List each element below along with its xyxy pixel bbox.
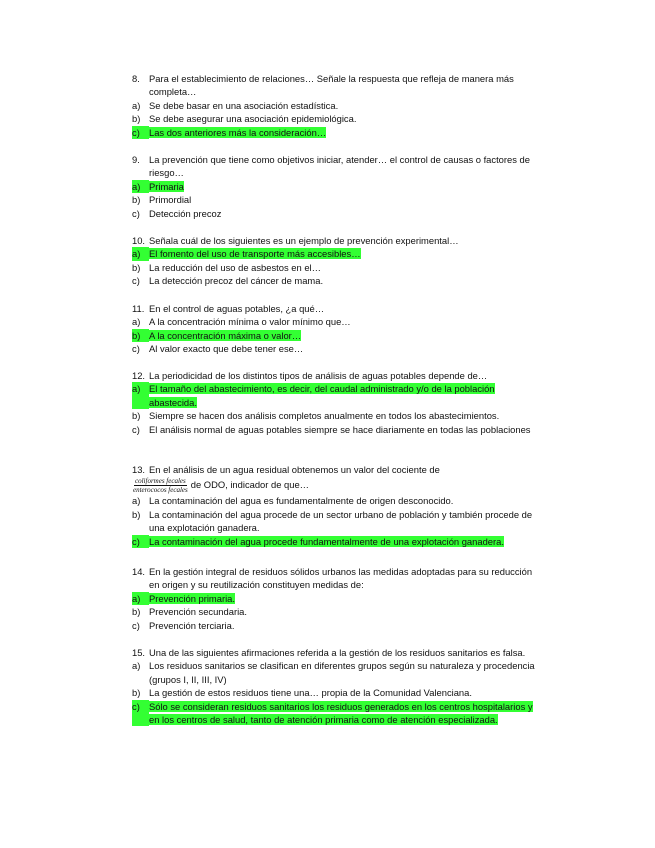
answer-option-correct bbox=[132, 247, 542, 260]
answer-option bbox=[132, 342, 542, 355]
option-text-highlighted: Primaria bbox=[149, 180, 184, 192]
option-text-highlighted: El fomento del uso de transporte más accesibles… bbox=[149, 248, 361, 260]
question-stem bbox=[132, 234, 542, 247]
answer-option-correct bbox=[132, 126, 542, 139]
answer-option bbox=[132, 619, 542, 632]
option-letter: b) bbox=[132, 508, 141, 520]
option-text: Se debe asegurar una asociación epidemiológica. bbox=[149, 113, 357, 125]
question-12 bbox=[132, 369, 542, 436]
question-text: En el análisis de un agua residual obtenemos un valor del cociente de bbox=[149, 464, 440, 475]
answer-option bbox=[132, 274, 542, 287]
question-10 bbox=[132, 234, 542, 288]
option-letter: a) bbox=[132, 99, 141, 111]
answer-option bbox=[132, 659, 542, 686]
answer-option-correct bbox=[132, 535, 542, 548]
question-text: En la gestión integral de residuos sólidos urbanos las medidas adoptadas para su reducción en origen y su reutilización constituyen medidas de: bbox=[149, 566, 533, 591]
answer-option bbox=[132, 508, 542, 535]
question-stem bbox=[132, 565, 542, 592]
option-letter: c) bbox=[132, 275, 140, 287]
question-number: 13. bbox=[132, 464, 146, 475]
question-14 bbox=[132, 565, 542, 632]
option-letter: c) bbox=[132, 126, 149, 139]
answer-option bbox=[132, 315, 542, 328]
option-text: Se debe basar en una asociación estadística. bbox=[149, 99, 339, 111]
option-text: Prevención secundaria. bbox=[149, 606, 247, 618]
answer-option bbox=[132, 261, 542, 274]
option-text: El análisis normal de aguas potables siempre se hace diariamente en todas las poblaciones bbox=[149, 423, 531, 435]
question-stem bbox=[132, 72, 542, 99]
question-15 bbox=[132, 646, 542, 726]
option-letter: b) bbox=[132, 410, 141, 422]
answer-option bbox=[132, 112, 542, 125]
option-text: A la concentración mínima o valor mínimo que… bbox=[149, 316, 351, 328]
option-letter: c) bbox=[132, 619, 140, 631]
option-letter: b) bbox=[132, 113, 141, 125]
option-letter: b) bbox=[132, 194, 141, 206]
option-letter: c) bbox=[132, 343, 140, 355]
option-letter: c) bbox=[132, 535, 149, 548]
question-stem bbox=[132, 369, 542, 382]
question-stem bbox=[132, 646, 542, 659]
answer-option bbox=[132, 423, 542, 436]
option-letter: a) bbox=[132, 316, 141, 328]
answer-option bbox=[132, 193, 542, 206]
option-text: Los residuos sanitarios se clasifican en diferentes grupos según su naturaleza y procedencia (grupos I, II, III, IV) bbox=[149, 660, 535, 685]
option-text: La reducción del uso de asbestos en el… bbox=[149, 261, 321, 273]
option-text: Al valor exacto que debe tener ese… bbox=[149, 343, 304, 355]
option-text-highlighted: A la concentración máxima o valor… bbox=[149, 329, 302, 341]
option-letter: a) bbox=[132, 180, 149, 193]
answer-option-correct bbox=[132, 592, 542, 605]
question-number: 10. bbox=[132, 235, 146, 246]
question-11 bbox=[132, 302, 542, 356]
question-text: En el control de aguas potables, ¿a qué… bbox=[149, 303, 325, 314]
question-8 bbox=[132, 72, 542, 139]
answer-option-correct bbox=[132, 329, 542, 342]
option-letter: a) bbox=[132, 592, 149, 605]
answer-option-correct bbox=[132, 700, 542, 727]
answer-option bbox=[132, 207, 542, 220]
question-stem bbox=[132, 302, 542, 315]
option-letter: c) bbox=[132, 207, 140, 219]
fraction-denominator: enterococos fecales bbox=[133, 486, 188, 495]
question-text: Para el establecimiento de relaciones… Señale la respuesta que refleja de manera más completa… bbox=[149, 73, 514, 98]
question-stem bbox=[132, 153, 542, 180]
question-stem bbox=[132, 463, 542, 476]
option-letter: a) bbox=[132, 247, 149, 260]
fraction-numerator: coliformes fecales bbox=[135, 477, 186, 486]
question-number: 14. bbox=[132, 566, 146, 577]
question-number: 9. bbox=[132, 154, 140, 165]
question-text-tail: de ODO, indicador de que… bbox=[190, 479, 310, 491]
option-text: Primordial bbox=[149, 194, 192, 206]
answer-option bbox=[132, 409, 542, 422]
option-text: Prevención terciaria. bbox=[149, 619, 235, 631]
option-text: La contaminación del agua procede de un sector urbano de población y también procede de una explotación ganadera. bbox=[149, 508, 533, 534]
option-letter: a) bbox=[132, 660, 141, 672]
question-text: La prevención que tiene como objetivos iniciar, atender… el control de causas o factores de riesgo… bbox=[149, 154, 530, 179]
question-13 bbox=[132, 463, 542, 548]
question-text: Señala cuál de los siguientes es un ejemplo de prevención experimental… bbox=[149, 235, 459, 246]
question-number: 12. bbox=[132, 370, 146, 381]
option-text: La contaminación del agua es fundamentalmente de origen desconocido. bbox=[149, 495, 454, 507]
option-text: La detección precoz del cáncer de mama. bbox=[149, 275, 324, 287]
option-text: Detección precoz bbox=[149, 207, 222, 219]
option-text: La gestión de estos residuos tiene una… propia de la Comunidad Valenciana. bbox=[149, 687, 472, 699]
option-text-highlighted: La contaminación del agua procede fundamentalmente de una explotación ganadera. bbox=[149, 535, 504, 547]
option-text-highlighted: Sólo se consideran residuos sanitarios los residuos generados en los centros hospitalarios y en los centros de salud, tanto de atención primaria como de atención especializada. bbox=[149, 700, 533, 726]
option-text-highlighted: El tamaño del abastecimiento, es decir, del caudal administrado y/o de la población abastecida. bbox=[149, 383, 495, 408]
option-letter: c) bbox=[132, 700, 149, 727]
question-9 bbox=[132, 153, 542, 220]
option-letter: b) bbox=[132, 687, 141, 699]
option-letter: a) bbox=[132, 382, 149, 409]
option-letter: b) bbox=[132, 261, 141, 273]
question-text: Una de las siguientes afirmaciones referida a la gestión de los residuos sanitarios es falsa. bbox=[149, 647, 526, 658]
answer-option-correct bbox=[132, 382, 542, 409]
option-text-highlighted: Prevención primaria. bbox=[149, 592, 235, 604]
ratio-fraction bbox=[132, 477, 189, 494]
answer-option bbox=[132, 494, 542, 507]
answer-option bbox=[132, 686, 542, 699]
question-text: La periodicidad de los distintos tipos de análisis de aguas potables depende de… bbox=[149, 370, 488, 381]
option-text-highlighted: Las dos anteriores más la consideración… bbox=[149, 126, 327, 138]
answer-option bbox=[132, 99, 542, 112]
option-letter: b) bbox=[132, 329, 149, 342]
question-stem-fraction-line bbox=[132, 477, 542, 494]
option-text: Siempre se hacen dos análisis completos anualmente en todos los abastecimientos. bbox=[149, 410, 500, 422]
question-number: 11. bbox=[132, 303, 145, 314]
question-number: 8. bbox=[132, 73, 140, 84]
option-letter: b) bbox=[132, 606, 141, 618]
option-letter: c) bbox=[132, 423, 140, 435]
question-number: 15. bbox=[132, 647, 146, 658]
answer-option bbox=[132, 605, 542, 618]
answer-option-correct bbox=[132, 180, 542, 193]
option-letter: a) bbox=[132, 495, 141, 507]
